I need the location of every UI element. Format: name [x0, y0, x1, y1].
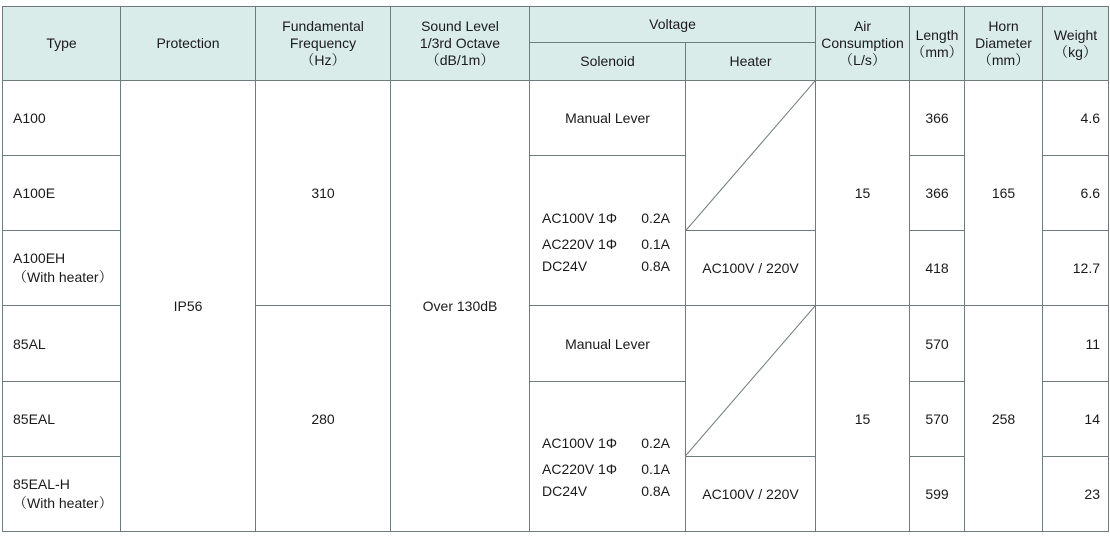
cell-weight: 12.7: [1043, 231, 1109, 306]
cell-type: A100: [3, 81, 121, 156]
spec-table: [2, 6, 1109, 532]
cell-type: 85EAL: [3, 381, 121, 456]
cell-solenoid-manual: Manual Lever: [530, 81, 686, 156]
diagonal-line: [686, 81, 815, 230]
cell-weight: 4.6: [1043, 81, 1109, 156]
voltage-label: DC24V: [542, 257, 588, 274]
type-name: A100EH: [13, 250, 66, 267]
header-heater: Heater: [686, 43, 816, 81]
cell-length: 599: [910, 456, 965, 531]
cell-air-consumption: 15: [816, 81, 910, 306]
voltage-label: AC220V 1Φ: [542, 235, 617, 252]
header-sl-line-2: 1/3rd Octave: [419, 35, 501, 51]
header-sl-line-1: Sound Level: [421, 18, 499, 34]
header-length: [910, 7, 965, 81]
header-sl-line-3: （dB/1m）: [425, 52, 495, 68]
cell-heater: AC100V / 220V: [686, 456, 816, 531]
cell-weight: 14: [1043, 381, 1109, 456]
header-weight: [1043, 7, 1109, 81]
voltage-value: 0.8A: [641, 483, 670, 500]
voltage-value: 0.8A: [641, 257, 670, 274]
cell-length: 418: [910, 231, 965, 306]
table-body: [3, 81, 1109, 532]
voltage-label: AC100V 1Φ: [542, 209, 617, 226]
cell-weight: 6.6: [1043, 156, 1109, 231]
cell-frequency: 310: [256, 81, 391, 306]
header-ac-line-2: Consumption: [821, 35, 904, 51]
header-ff-line-2: Frequency: [289, 35, 357, 51]
cell-solenoid-voltages-bottom: [530, 231, 686, 306]
voltage-value: 0.2A: [641, 209, 670, 226]
type-note: （With heater）: [13, 494, 113, 511]
cell-length: 570: [910, 306, 965, 381]
voltage-value: 0.1A: [641, 461, 670, 478]
voltage-value: 0.1A: [641, 235, 670, 252]
cell-weight: 23: [1043, 456, 1109, 531]
cell-solenoid-manual: Manual Lever: [530, 306, 686, 381]
header-air-consumption: [816, 7, 910, 81]
cell-heater-na: [686, 306, 816, 456]
cell-length: 366: [910, 81, 965, 156]
voltage-label: AC100V 1Φ: [542, 435, 617, 452]
header-len-line-2: （mm）: [911, 43, 963, 60]
cell-length: 570: [910, 381, 965, 456]
cell-solenoid-voltages-top: [530, 156, 686, 231]
cell-sound-level: Over 130dB: [391, 81, 530, 532]
cell-protection: IP56: [121, 81, 256, 532]
header-sound-level: [391, 7, 530, 81]
header-protection: Protection: [121, 7, 256, 81]
table-header: [3, 7, 1109, 81]
header-w-line-1: Weight: [1053, 26, 1098, 43]
cell-solenoid-voltages-bottom: [530, 456, 686, 531]
cell-length: 366: [910, 156, 965, 231]
header-horn-diameter: [965, 7, 1043, 81]
type-name: 85EAL-H: [13, 475, 70, 492]
header-w-line-2: （kg）: [1054, 43, 1097, 60]
header-hd-line-3: （mm）: [977, 52, 1030, 68]
header-len-line-1: Length: [915, 26, 959, 43]
voltage-label: AC220V 1Φ: [542, 461, 617, 478]
cell-horn-diameter: 165: [965, 81, 1043, 306]
header-ff-line-3: （Hz）: [300, 52, 346, 68]
header-hd-line-2: Diameter: [975, 35, 1032, 51]
voltage-label: DC24V: [542, 483, 588, 500]
cell-type: [3, 456, 121, 531]
type-note: （With heater）: [13, 269, 113, 286]
cell-air-consumption: 15: [816, 306, 910, 532]
header-voltage: Voltage: [530, 7, 816, 43]
cell-frequency: 280: [256, 306, 391, 532]
table-row: [3, 81, 1109, 156]
header-fundamental-frequency: [256, 7, 391, 81]
header-ff-line-1: Fundamental: [282, 18, 364, 34]
cell-type: 85AL: [3, 306, 121, 381]
voltage-value: 0.2A: [641, 435, 670, 452]
cell-solenoid-voltages-top: [530, 381, 686, 456]
cell-heater: AC100V / 220V: [686, 231, 816, 306]
header-type: Type: [3, 7, 121, 81]
cell-horn-diameter: 258: [965, 306, 1043, 532]
cell-weight: 11: [1043, 306, 1109, 381]
diagonal-line: [686, 306, 815, 455]
header-hd-line-1: Horn: [988, 18, 1019, 34]
cell-type: A100E: [3, 156, 121, 231]
header-solenoid: Solenoid: [530, 43, 686, 81]
cell-type: [3, 231, 121, 306]
cell-heater-na: [686, 81, 816, 231]
header-ac-line-3: （L/s）: [839, 52, 886, 68]
header-ac-line-1: Air: [853, 18, 872, 34]
